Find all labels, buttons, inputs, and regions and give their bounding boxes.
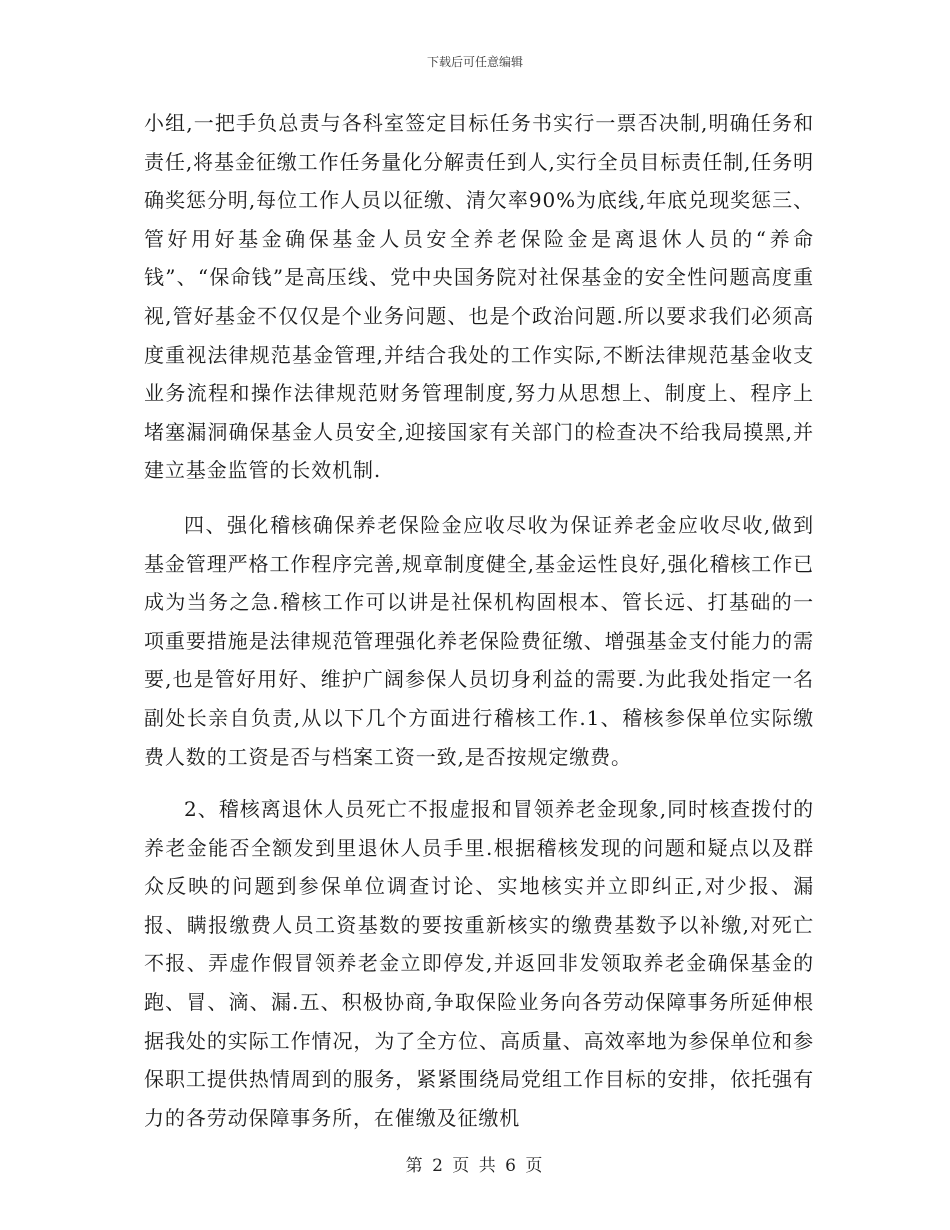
paragraph-3: 2、稽核离退休人员死亡不报虚报和冒领养老金现象,同时核查拨付的养老金能否全额发到里退休人员手里.根据稽核发现的问题和疑点以及群众反映的问题到参保单位调查讨论、实地核实并立即纠正,对少报、漏报、瞒报缴费人员工资基数的要按重新核实的缴费基数予以补缴,对死亡不报、弄虚作假冒领养老金立即停发,并返回非发领取养老金确保基金的跑、冒、滴、漏.五、积极协商,争取保险业务向各劳动保障事务所延伸根据我处的实际工作情况，为了全方位、高质量、高效率地为参保单位和参保职工提供热情周到的服务，紧紧围绕局党组工作目标的安排，依托强有力的各劳动保障事务所，在催缴及征缴机: [144, 797, 814, 1130]
document-body: [144, 104, 814, 1137]
paragraph-2: 四、强化稽核确保养老保险金应收尽收为保证养老金应收尽收,做到基金管理严格工作程序完善,规章制度健全,基金运性良好,强化稽核工作已成为当务之急.稽核工作可以讲是社保机构固根本、管长远、打基础的一项重要措施是法律规范管理强化养老保险费征缴、增强基金支付能力的需要,也是管好用好、维护广阔参保人员切身利益的需要.为此我处指定一名副处长亲自负责,从以下几个方面进行稽核工作.1、稽核参保单位实际缴费人数的工资是否与档案工资一致,是否按规定缴费。: [144, 512, 814, 769]
page-number-footer: 第 2 页 共 6 页: [405, 1156, 545, 1176]
page-header: 下载后可任意编辑: [426, 55, 523, 69]
paragraph-1: 小组,一把手负总责与各科室签定目标任务书实行一票否决制,明确任务和责任,将基金征缴工作任务量化分解责任到人,实行全员目标责任制,任务明确奖惩分明,每位工作人员以征缴、清欠率90%为底线,年底兑现奖惩三、管好用好基金确保基金人员安全养老保险金是离退休人员的“养命钱”、“保命钱”是高压线、党中央国务院对社保基金的安全性问题高度重视,管好基金不仅仅是个业务问题、也是个政治问题.所以要求我们必须高度重视法律规范基金管理,并结合我处的工作实际,不断法律规范基金收支业务流程和操作法律规范财务管理制度,努力从思想上、制度上、程序上堵塞漏洞确保基金人员安全,迎接国家有关部门的检查决不给我局摸黑,并建立基金监管的长效机制.: [144, 111, 814, 483]
